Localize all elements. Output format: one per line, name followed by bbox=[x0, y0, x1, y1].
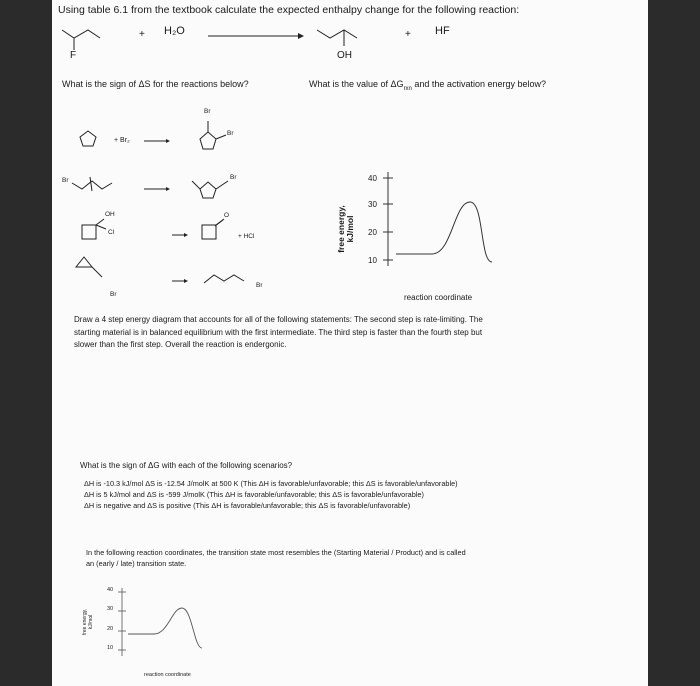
gibbs-subscript: rxn bbox=[403, 85, 412, 92]
chart2-tick-20: 20 bbox=[107, 626, 114, 632]
gibbs-question bbox=[309, 79, 546, 92]
chart2-tick-30: 30 bbox=[107, 606, 114, 612]
r4-br-right: Br bbox=[256, 282, 263, 289]
transition-line-2: an (early / late) transition state. bbox=[86, 559, 187, 568]
energy-line-1: Draw a 4 step energy diagram that accounts for all of the following statements: The second step is rate-limiting. The bbox=[74, 315, 483, 324]
plus-sign: + bbox=[139, 29, 145, 40]
r3-oh: OH bbox=[105, 211, 115, 218]
chart1-ylabel-line2: kJ/mol bbox=[345, 215, 355, 243]
r1-br-side: Br bbox=[227, 130, 234, 137]
r2-br-right: Br bbox=[230, 174, 237, 181]
chart1-tick-20: 20 bbox=[368, 228, 377, 237]
r3-hcl: + HCl bbox=[238, 233, 255, 240]
delta-g-question: What is the sign of ΔG with each of the following scenarios? bbox=[80, 461, 293, 470]
chart1-xlabel: reaction coordinate bbox=[404, 293, 473, 302]
instruction-text: Using table 6.1 from the textbook calculate the expected enthalpy change for the following reaction: bbox=[58, 4, 520, 16]
r2-br-left: Br bbox=[62, 177, 69, 184]
chart1-tick-10: 10 bbox=[368, 256, 377, 265]
scenario-1: ΔH is -10.3 kJ/mol ΔS is -12.54 J/molK at 500 K (This ΔH is favorable/unfavorable; this ΔS is favorable/unfavorable) bbox=[84, 479, 458, 488]
r4-br-bottom: Br bbox=[110, 291, 117, 298]
energy-diagram-instructions bbox=[74, 314, 483, 352]
chart2-xlabel: reaction coordinate bbox=[144, 672, 191, 678]
transition-line-1: In the following reaction coordinates, the transition state most resembles the (Starting Material / Product) and is called bbox=[86, 548, 466, 557]
water-reagent: H₂O bbox=[164, 25, 185, 37]
chart2-ylabel-line1: free energy, bbox=[82, 608, 88, 636]
r1-br-top: Br bbox=[204, 108, 211, 115]
r3-o: O bbox=[224, 212, 230, 219]
transition-question bbox=[86, 547, 466, 569]
fluorine-label: F bbox=[70, 50, 77, 61]
delta-g-scenarios bbox=[84, 478, 458, 511]
chart1-tick-30: 30 bbox=[368, 200, 377, 209]
gibbs-question-text: What is the value of ΔG bbox=[309, 79, 404, 89]
r3-cl: Cl bbox=[108, 229, 115, 236]
chart2-tick-40: 40 bbox=[107, 587, 114, 593]
hydroxyl-label: OH bbox=[337, 50, 352, 61]
chart2-energy-diagram bbox=[102, 586, 232, 666]
chart1-ylabel bbox=[336, 188, 355, 272]
reaction-structures bbox=[52, 95, 302, 305]
entropy-question: What is the sign of ΔS for the reactions below? bbox=[62, 79, 249, 89]
chart2-ylabel-line2: kJ/mol bbox=[88, 614, 94, 630]
hf-product: HF bbox=[435, 25, 450, 37]
chart2-ylabel bbox=[82, 598, 94, 648]
chart1-ylabel-line1: free energy, bbox=[336, 205, 346, 253]
energy-line-2: starting material is in balanced equilibrium with the first intermediate. The third step is faster than the fourth step but bbox=[74, 327, 483, 337]
chart2-tick-10: 10 bbox=[107, 645, 114, 651]
scenario-2: ΔH is 5 kJ/mol and ΔS is -599 J/molK (This ΔH is favorable/unfavorable; this ΔS is favorable/unfavorable) bbox=[84, 490, 424, 499]
energy-line-3: slower than the first step. Overall the reaction is endergonic. bbox=[74, 340, 287, 349]
worksheet-page bbox=[52, 0, 648, 686]
chart1-tick-40: 40 bbox=[368, 174, 377, 183]
scenario-3: ΔH is negative and ΔS is positive (This ΔH is favorable/unfavorable; this ΔS is favorable/unfavorable) bbox=[84, 501, 411, 510]
gibbs-question-tail: and the activation energy below? bbox=[411, 79, 546, 89]
r1-reagent: + Br₂ bbox=[114, 137, 130, 144]
header-reaction-drawing bbox=[52, 0, 648, 80]
plus-sign-2: + bbox=[405, 29, 411, 40]
